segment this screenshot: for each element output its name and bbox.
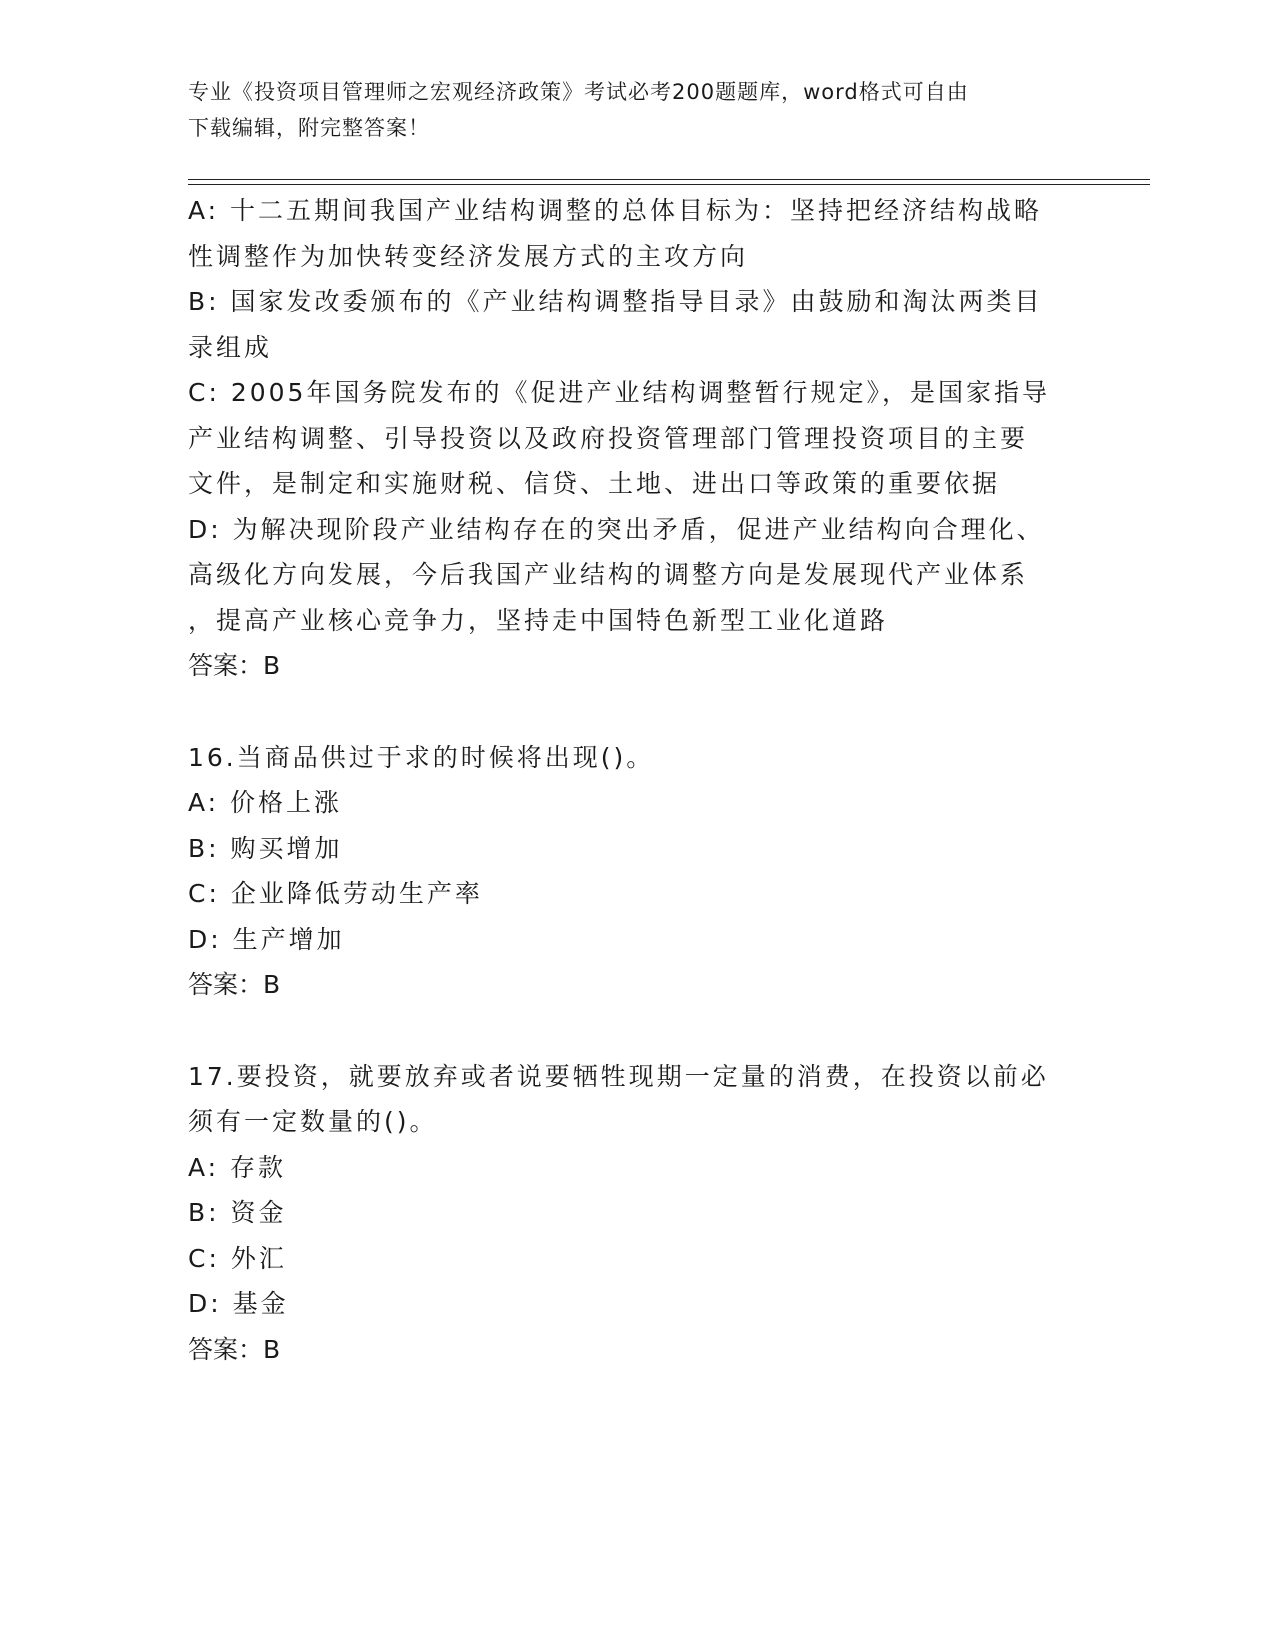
- option-c: C: 企业降低劳动生产率: [188, 879, 483, 908]
- option-d-line-2: 高级化方向发展，今后我国产业结构的调整方向是发展现代产业体系: [188, 560, 1029, 589]
- option-b: B: 购买增加: [188, 833, 343, 863]
- option-c-line-1: C: 2005年国务院发布的《促进产业结构调整暂行规定》，是国家指导: [188, 378, 1050, 407]
- spacer: [188, 689, 1088, 735]
- question-17-text-line-2: 须有一定数量的()。: [188, 1107, 438, 1136]
- answer-16: 答案：B: [188, 970, 281, 999]
- document-body: [188, 188, 1088, 1372]
- question-15-options: [188, 188, 1088, 689]
- header-line-1: 专业《投资项目管理师之宏观经济政策》考试必考200题题库，word格式可自由: [188, 80, 969, 104]
- option-d: D: 基金: [188, 1289, 289, 1318]
- option-a: A: 价格上涨: [188, 788, 343, 817]
- option-c-line-3: 文件，是制定和实施财税、信贷、土地、进出口等政策的重要依据: [188, 469, 1001, 498]
- header-divider-bottom: [188, 184, 1150, 185]
- header-line-2: 下载编辑，附完整答案！: [188, 116, 430, 140]
- option-b-line-2: 录组成: [188, 332, 273, 362]
- spacer: [188, 1008, 1088, 1054]
- answer-17: 答案：B: [188, 1334, 281, 1364]
- option-a-line-2: 性调整作为加快转变经济发展方式的主攻方向: [188, 241, 749, 271]
- question-16-text: 16.当商品供过于求的时候将出现()。: [188, 742, 655, 772]
- question-16: [188, 735, 1088, 1008]
- option-d-line-1: D: 为解决现阶段产业结构存在的突出矛盾，促进产业结构向合理化、: [188, 514, 1045, 544]
- option-d-line-3: ，提高产业核心竞争力，坚持走中国特色新型工业化道路: [188, 605, 889, 635]
- option-b: B: 资金: [188, 1198, 287, 1227]
- question-17: [188, 1054, 1088, 1373]
- header-divider-top: [188, 179, 1150, 180]
- document-header: [188, 74, 1088, 146]
- answer-15: 答案：B: [188, 651, 281, 680]
- option-c: C: 外汇: [188, 1243, 287, 1273]
- option-c-line-2: 产业结构调整、引导投资以及政府投资管理部门管理投资项目的主要: [188, 423, 1029, 453]
- option-a: A: 存款: [188, 1152, 287, 1182]
- option-b-line-1: B: 国家发改委颁布的《产业结构调整指导目录》由鼓励和淘汰两类目: [188, 287, 1043, 316]
- question-17-text-line-1: 17.要投资，就要放弃或者说要牺牲现期一定量的消费，在投资以前必: [188, 1061, 1049, 1091]
- option-a-line-1: A: 十二五期间我国产业结构调整的总体目标为：坚持把经济结构战略: [188, 196, 1043, 225]
- option-d: D: 生产增加: [188, 924, 345, 954]
